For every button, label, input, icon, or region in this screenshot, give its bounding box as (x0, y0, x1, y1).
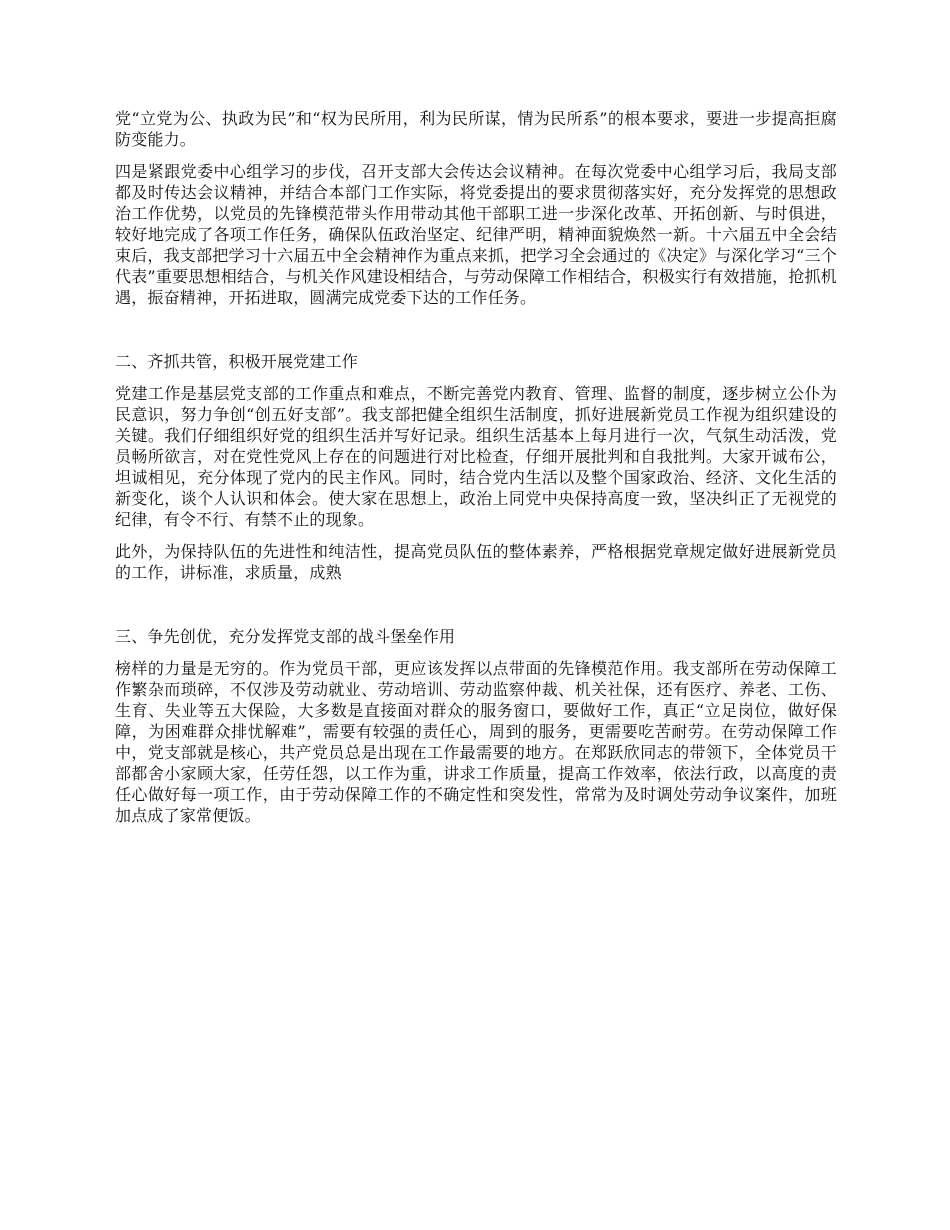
paragraph-study-meeting: 四是紧跟党委中心组学习的步伐，召开支部大会传达会议精神。在每次党委中心组学习后，我局支部都及时传达会议精神，并结合本部门工作实际，将党委提出的要求贯彻落实好，充分发挥党的思想政治工作优势，以党员的先锋模范带头作用带动其他干部职工进一步深化改革、开拓创新、与时俱进，较好地完成了各项工作任务，确保队伍政治坚定、纪律严明，精神面貌焕然一新。十六届五中全会结束后，我支部把学习十六届五中全会精神作为重点来抓，把学习全会通过的《决定》与深化学习“三个代表”重要思想相结合，与机关作风建设相结合，与劳动保障工作相结合，积极实行有效措施，抢抓机遇，振奋精神，开拓进取，圆满完成党委下达的工作任务。 (115, 162, 837, 307)
paragraph-continuation: 党“立党为公、执政为民”和“权为民所用，利为民所谋，情为民所系”的根本要求，要进一步提高拒腐防变能力。 (115, 109, 837, 149)
spacer (115, 530, 837, 541)
spacer (115, 372, 837, 383)
spacer (115, 647, 837, 658)
spacer (115, 583, 837, 626)
paragraph-party-building: 党建工作是基层党支部的工作重点和难点，不断完善党内教育、管理、监督的制度，逐步树立公仆为民意识，努力争创“创五好支部”。我支部把健全组织生活制度，抓好进展新党员工作视为组织建设的关键。我们仔细组织好党的组织生活并写好记录。组织生活基本上每月进行一次，气氛生动活泼，党员畅所欲言，对在党性党风上存在的问题进行对比检查，仔细开展批判和自我批判。大家开诚布公，坦诚相见，充分体现了党内的民主作风。同时，结合党内生活以及整个国家政治、经济、文化生活的新变化，谈个人认识和体会。使大家在思想上，政治上同党中央保持高度一致，坚决纠正了无视党的纪律，有令不行、有禁不止的现象。 (115, 384, 837, 529)
spacer (115, 150, 837, 161)
paragraph-new-members: 此外，为保持队伍的先进性和纯洁性，提高党员队伍的整体素养，严格根据党章规定做好进展新党员的工作，讲标准，求质量，成熟 (115, 542, 837, 582)
spacer (115, 308, 837, 351)
section-heading-party-building: 二、齐抓共管，积极开展党建工作 (115, 352, 359, 371)
paragraph-role-models: 榜样的力量是无穷的。作为党员干部，更应该发挥以点带面的先锋模范作用。我支部所在劳动保障工作繁杂而琐碎，不仅涉及劳动就业、劳动培训、劳动监察仲裁、机关社保，还有医疗、养老、工伤、生育、失业等五大保险，大多数是直接面对群众的服务窗口，要做好工作，真正“立足岗位，做好保障，为困难群众排忧解难”，需要有较强的责任心，周到的服务，更需要吃苦耐劳。在劳动保障工作中，党支部就是核心，共产党员总是出现在工作最需要的地方。在郑跃欣同志的带领下，全体党员干部都舍小家顾大家，任劳任怨，以工作为重，讲求工作质量，提高工作效率，依法行政，以高度的责任心做好每一项工作，由于劳动保障工作的不确定性和突发性，常常为及时调处劳动争议案件，加班加点成了家常便饭。 (115, 659, 837, 825)
document-body (115, 108, 837, 826)
section-heading-excellence: 三、争先创优，充分发挥党支部的战斗堡垒作用 (115, 627, 456, 646)
